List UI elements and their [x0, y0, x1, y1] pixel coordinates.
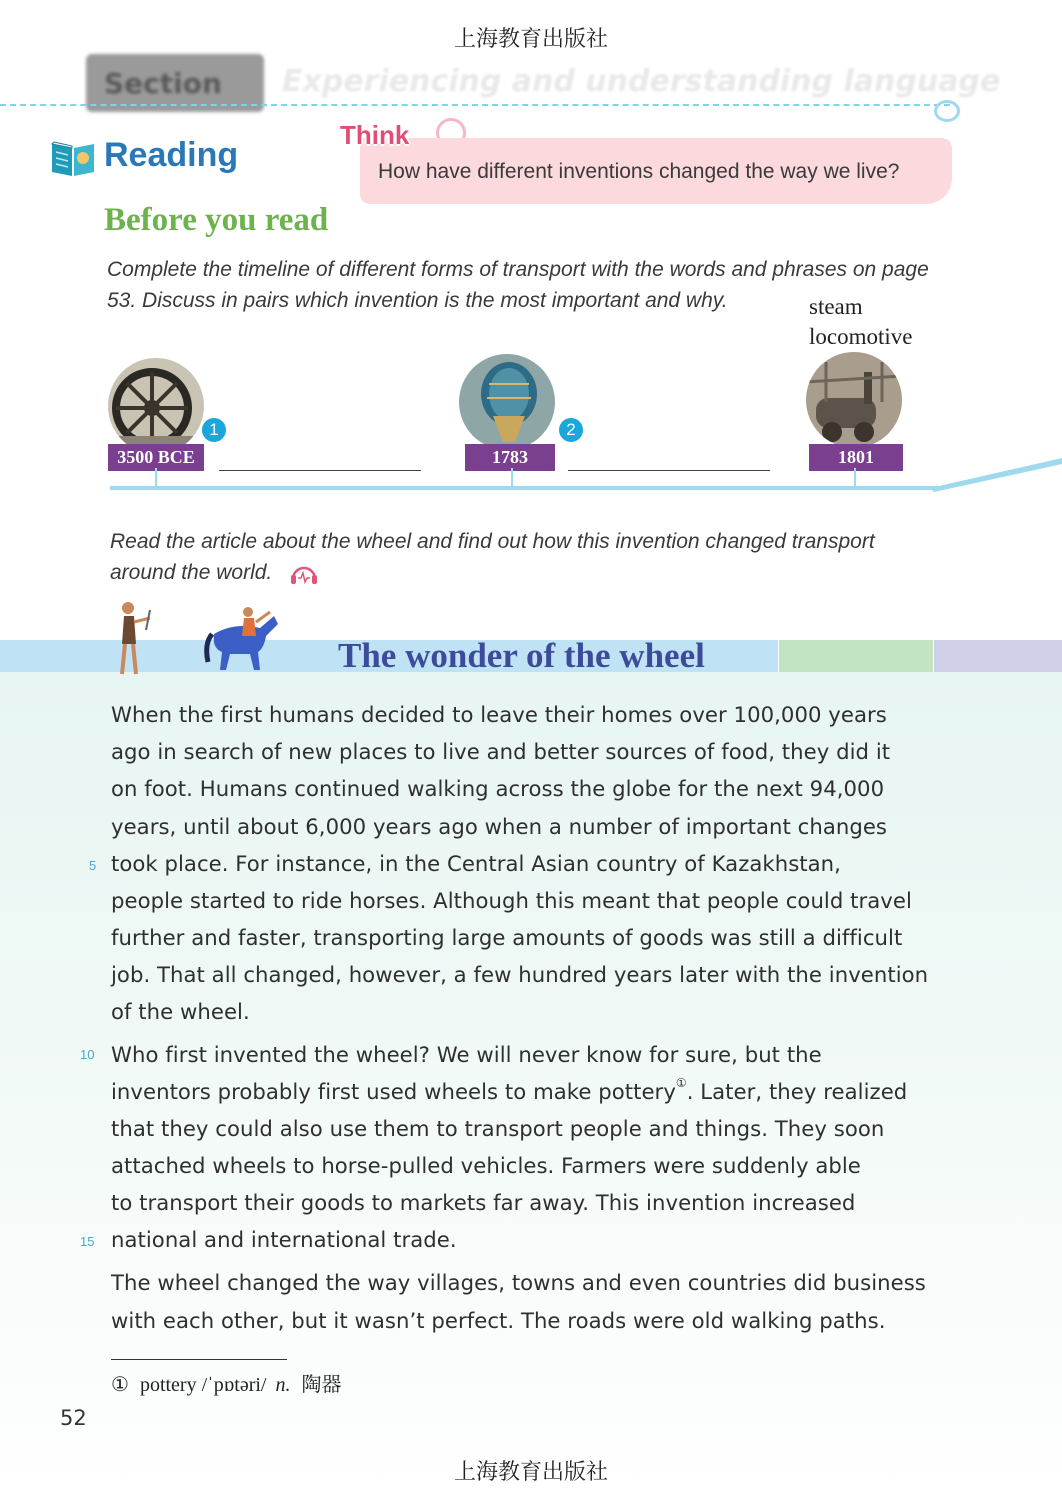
timeline-tick	[155, 468, 157, 488]
article-line: ago in search of new places to live and better sources of food, they did it	[111, 739, 891, 764]
article-line: with each other, but it wasn’t perfect. The roads were old walking paths.	[111, 1308, 886, 1333]
article-line: national and international trade.	[111, 1227, 457, 1252]
article-line: years, until about 6,000 years ago when a number of important changes	[111, 814, 888, 839]
steam-locomotive-label	[809, 292, 912, 352]
answer-blank-2[interactable]	[568, 470, 770, 471]
timeline-number-badge: 2	[559, 418, 583, 442]
footnote	[111, 1368, 341, 1397]
timeline-arrow	[930, 456, 1062, 492]
reading-heading: Reading	[104, 136, 239, 174]
line-number: 10	[80, 1047, 95, 1062]
article-line: The wheel changed the way villages, towns and even countries did business	[111, 1270, 926, 1295]
think-label: Think	[340, 120, 410, 150]
title-band-purple	[934, 640, 1062, 672]
horse-rider-illustration	[204, 604, 282, 672]
article-line: When the first humans decided to leave their homes over 100,000 years	[111, 702, 887, 727]
article-line: job. That all changed, however, a few hundred years later with the invention	[111, 962, 929, 987]
article-line: of the wheel.	[111, 999, 250, 1024]
before-you-read-heading: Before you read	[104, 202, 329, 238]
footnote-marker: ①	[111, 1374, 129, 1396]
read-instruction-line: around the world.	[110, 561, 273, 584]
page-number: 52	[60, 1406, 87, 1430]
instruction-line: 53. Discuss in pairs which invention is the most important and why.	[107, 289, 728, 312]
hot-air-balloon-image	[459, 354, 555, 450]
steam-label-line: steam	[809, 294, 863, 319]
line-number: 5	[89, 858, 97, 873]
article-line: on foot. Humans continued walking across the globe for the next 94,000	[111, 776, 885, 801]
footnote-meaning: 陶器	[301, 1374, 342, 1396]
timeline-date: 3500 BCE	[108, 444, 204, 471]
timeline-date: 1783	[465, 444, 555, 471]
publisher-footer: 上海教育出版社	[453, 1460, 608, 1485]
timeline-axis	[110, 486, 940, 490]
title-band-green	[779, 640, 933, 672]
article-title: The wonder of the wheel	[338, 636, 705, 675]
publisher-header: 上海教育出版社	[453, 27, 608, 52]
article-line	[111, 1075, 908, 1104]
article-line-text: . Later, they realized	[686, 1079, 908, 1104]
think-question: How have different inventions changed the way we live?	[378, 160, 900, 183]
timeline-tick	[854, 468, 856, 488]
walking-man-illustration	[114, 600, 154, 678]
line-number: 15	[80, 1234, 95, 1249]
headphones-icon[interactable]	[289, 561, 319, 585]
article-line-text: inventors probably first used wheels to make pottery	[111, 1079, 676, 1104]
book-icon	[48, 136, 98, 178]
answer-blank-1[interactable]	[219, 470, 421, 471]
footnote-pos: n.	[275, 1374, 291, 1396]
steam-locomotive-image	[806, 352, 902, 448]
cart-wheel-image	[108, 358, 204, 454]
decorative-ring	[934, 100, 960, 122]
article-line: Who first invented the wheel? We will never know for sure, but the	[111, 1042, 822, 1067]
footnote-marker[interactable]: ①	[675, 1075, 687, 1090]
read-instruction-line: Read the article about the wheel and find out how this invention changed transport	[110, 530, 875, 553]
section-tag-label: Section	[104, 66, 222, 100]
steam-label-line: locomotive	[809, 324, 913, 349]
article-line: to transport their goods to markets far away. This invention increased	[111, 1190, 856, 1215]
section-divider	[0, 104, 950, 106]
article-line: people started to ride horses. Although this meant that people could travel	[111, 888, 912, 913]
footnote-rule	[111, 1359, 287, 1360]
article-line: that they could also use them to transport people and things. They soon	[111, 1116, 885, 1141]
footnote-word: pottery	[139, 1374, 197, 1396]
article-line: took place. For instance, in the Central Asian country of Kazakhstan,	[111, 851, 841, 876]
article-line: attached wheels to horse-pulled vehicles. Farmers were suddenly able	[111, 1153, 861, 1178]
instruction-line: Complete the timeline of different forms of transport with the words and phrases on page	[107, 258, 929, 281]
footnote-phonetic: /ˈpɒtəri/	[201, 1374, 267, 1396]
timeline-date: 1801	[809, 444, 903, 471]
article-line: further and faster, transporting large amounts of goods was still a difficult	[111, 925, 903, 950]
timeline-number-badge: 1	[202, 418, 226, 442]
timeline-tick	[511, 468, 513, 488]
section-title: Experiencing and understanding language	[282, 64, 1001, 99]
